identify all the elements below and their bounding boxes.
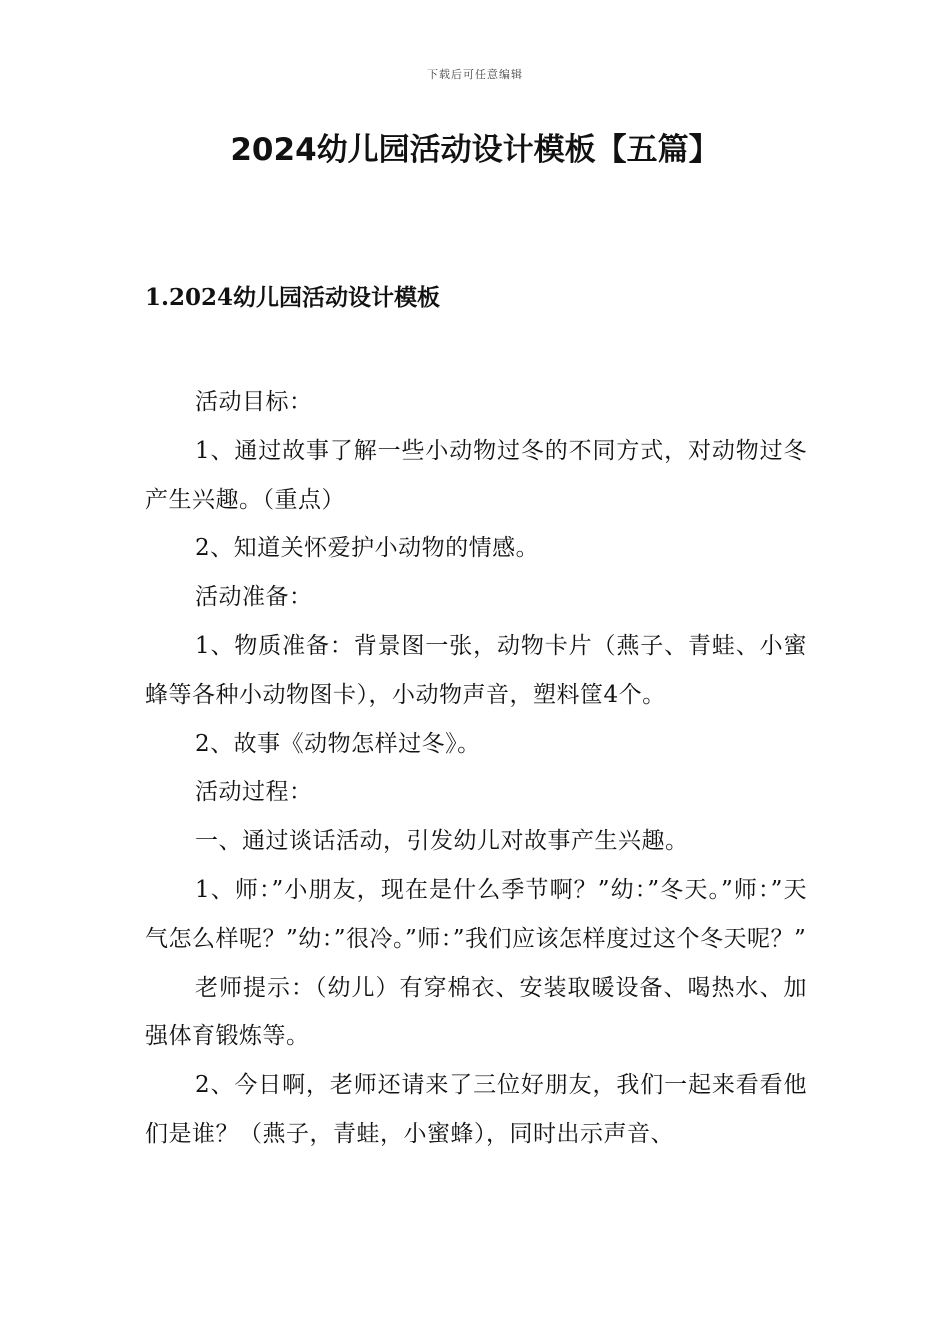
paragraph: 活动目标：: [195, 389, 313, 415]
paragraph: 老师提示：（幼儿）有穿棉衣、安装取暖设备、喝热水、加强体育锻炼等。: [145, 974, 807, 1050]
paragraph: 活动过程：: [195, 779, 313, 806]
header-note: 下载后可任意编辑: [427, 68, 523, 81]
paragraph: 一、通过谈话活动，引发幼儿对故事产生兴趣。: [195, 828, 689, 855]
paragraph: 1、物质准备：背景图一张，动物卡片（燕子、青蛙、小蜜蜂等各种小动物图卡），小动物声音，塑料筐4个。: [145, 632, 807, 708]
document-title: 2024幼儿园活动设计模板【五篇】: [230, 132, 720, 168]
paragraph: 2、知道关怀爱护小动物的情感。: [195, 535, 540, 562]
paragraph: 活动准备：: [195, 584, 313, 611]
paragraph: 2、今日啊，老师还请来了三位好朋友，我们一起来看看他们是谁？（燕子，青蛙，小蜜蜂），同时出示声音、: [145, 1072, 807, 1147]
body-text: [145, 378, 807, 1159]
section-heading: 1.2024幼儿园活动设计模板: [145, 284, 441, 311]
paragraph: 1、通过故事了解一些小动物过冬的不同方式，对动物过冬产生兴趣。（重点）: [145, 437, 807, 513]
paragraph: 1、师：”小朋友，现在是什么季节啊？”幼：”冬天。”师：”天气怎么样呢？”幼：”很冷。”师：”我们应该怎样度过这个冬天呢？”: [145, 876, 807, 952]
paragraph: 2、故事《动物怎样过冬》。: [195, 730, 481, 757]
